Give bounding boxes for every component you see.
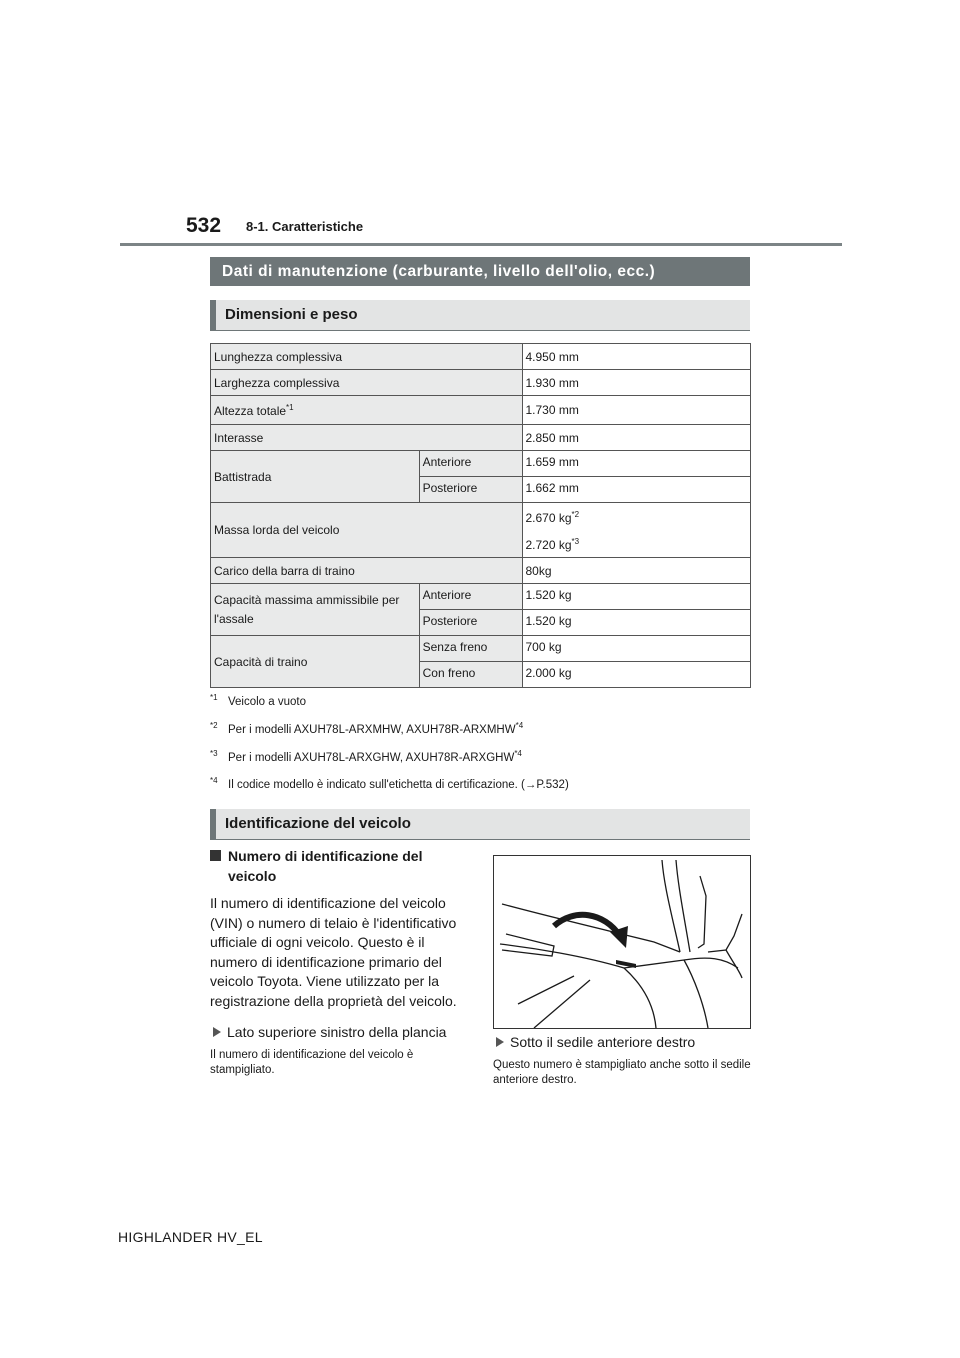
height-label: Altezza totale — [214, 403, 287, 418]
table-cell-sublabel: Anteriore — [419, 584, 522, 610]
footnote-text: Per i modelli AXUH78L-ARXGHW, AXUH78R-ARXGHW — [228, 751, 515, 764]
footnotes — [210, 689, 770, 800]
table-row — [211, 344, 751, 370]
table-cell-value: 1.730 mm — [522, 396, 751, 425]
table-cell-sublabel: Senza freno — [419, 636, 522, 662]
footer-model: HIGHLANDER HV_EL — [118, 1229, 263, 1245]
location-note-dashboard: Il numero di identificazione del veicolo è stampigliato. — [210, 1049, 414, 1076]
table-cell-label: Massa lorda del veicolo — [211, 503, 523, 558]
table-cell-label — [211, 396, 523, 425]
table-cell-value: 2.000 kg — [522, 662, 751, 688]
footnote-ref: *4 — [515, 720, 524, 730]
location-item-dashboard: Lato superiore sinistro della plancia — [210, 1022, 466, 1042]
footnote — [210, 689, 770, 711]
chapter-banner: Dati di manutenzione (carburante, livello dell'olio, ecc.) — [210, 257, 750, 286]
dimensions-table — [210, 343, 751, 688]
table-row — [211, 370, 751, 396]
footnote-ref: *1 — [286, 402, 294, 412]
page-number: 532 — [186, 214, 222, 237]
table-cell-value: 4.950 mm — [522, 344, 751, 370]
table-cell-value: 1.930 mm — [522, 370, 751, 396]
footnote-text: Veicolo a vuoto — [228, 695, 307, 708]
vin-title: Numero di identificazione del veicolo — [210, 846, 466, 886]
table-row — [211, 451, 751, 477]
identification-heading: Identificazione del veicolo — [210, 809, 750, 840]
table-row — [211, 503, 751, 558]
table-cell-label: Interasse — [211, 425, 523, 451]
table-cell-sublabel: Anteriore — [419, 451, 522, 477]
table-cell-sublabel: Posteriore — [419, 477, 522, 503]
table-cell-sublabel: Posteriore — [419, 610, 522, 636]
table-cell-value: 1.520 kg — [522, 584, 751, 610]
table-cell-value: 1.659 mm — [522, 451, 751, 477]
table-row — [211, 636, 751, 662]
table-row — [211, 558, 751, 584]
table-row — [211, 584, 751, 610]
table-cell-value: 700 kg — [522, 636, 751, 662]
table-cell-value: 80kg — [522, 558, 751, 584]
footnote — [210, 772, 770, 794]
table-cell-label: Battistrada — [211, 451, 420, 503]
vin-body: Il numero di identificazione del veicolo (VIN) o numero di telaio è l'identificativo ufficiale di ogni veicolo. Questo è il numero di identificazione primario del veicolo Toyota. Viene utilizzato per la registrazione della proprietà del veicolo. — [210, 895, 457, 1009]
footnote-mark: *1 — [210, 693, 218, 702]
footnote-mark: *3 — [210, 748, 218, 758]
table-row — [211, 425, 751, 451]
table-cell-sublabel: Con freno — [419, 662, 522, 688]
gross-value-1: 2.670 kg — [525, 511, 572, 525]
table-cell-value: 2.850 mm — [522, 425, 751, 451]
footnote-text: Il codice modello è indicato sull'etichetta di certificazione. (→P.532) — [228, 779, 569, 792]
footnote-ref: *4 — [514, 748, 522, 758]
footnote-ref: *3 — [571, 537, 580, 546]
table-cell-value: 1.520 kg — [522, 610, 751, 636]
header-rule — [120, 243, 842, 246]
footnote-ref: *2 — [571, 510, 580, 519]
table-cell-label: Lunghezza complessiva — [211, 344, 523, 370]
left-column — [210, 846, 466, 1078]
location-note-seat: Questo numero è stampigliato anche sotto il sedile anteriore destro. — [493, 1059, 751, 1086]
table-cell-label: Larghezza complessiva — [211, 370, 523, 396]
section-label: 8-1. Caratteristiche — [246, 219, 364, 234]
footnote — [210, 717, 770, 739]
footnote-mark: *4 — [210, 776, 218, 786]
dimensions-heading: Dimensioni e peso — [210, 300, 750, 331]
footnote-text: Per i modelli AXUH78L-ARXMHW, AXUH78R-ARXMHW — [228, 723, 516, 736]
vin-location-illustration — [493, 855, 751, 1029]
table-cell-value — [522, 503, 751, 558]
right-column — [493, 1032, 751, 1088]
gross-value-2: 2.720 kg — [525, 538, 572, 552]
table-cell-label: Capacità massima ammissibile per l'assale — [211, 584, 420, 636]
table-cell-label: Carico della barra di traino — [211, 558, 523, 584]
table-row — [211, 396, 751, 425]
windshield-vin-drawing — [494, 856, 750, 1028]
table-cell-value: 1.662 mm — [522, 477, 751, 503]
footnote — [210, 745, 770, 767]
footnote-mark: *2 — [210, 720, 218, 730]
table-cell-label: Capacità di traino — [211, 636, 420, 688]
location-item-seat: Sotto il sedile anteriore destro — [493, 1032, 751, 1052]
